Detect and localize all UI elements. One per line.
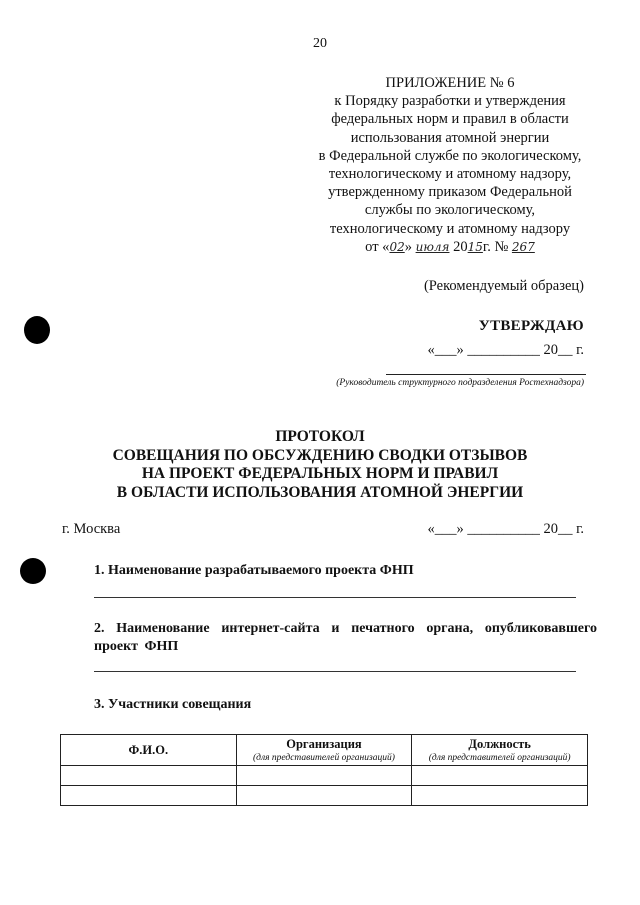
approve-date: «___» __________ 20__ г. [427, 342, 584, 358]
approve-heading: УТВЕРЖДАЮ [478, 318, 584, 334]
header-fio [61, 735, 237, 766]
order-day: 02 [389, 239, 405, 254]
section-publisher: 2. Наименование интернет-сайта и печатного органа, опубликовавшего проект ФНП [94, 621, 597, 654]
table-cell [61, 786, 237, 806]
table-cell [412, 786, 588, 806]
header-title: Должность [468, 737, 531, 751]
section-project-name: 1. Наименование разрабатываемого проекта ФНП [94, 563, 414, 578]
signature-caption: (Руководитель структурного подразделения Ростехнадзора) [336, 378, 584, 388]
appendix-line: службы по экологическому, [364, 202, 536, 219]
header-subtitle: (для представителей организаций) [428, 753, 571, 763]
header-subtitle: (для представителей организаций) [253, 753, 395, 763]
protocol-title [0, 428, 640, 502]
document-date: «___» __________ 20__ г. [427, 521, 584, 537]
punch-hole-icon [24, 316, 50, 344]
city: г. Москва [62, 521, 121, 537]
appendix-line: в Федеральной службе по экологическому, [318, 147, 582, 164]
appendix-block [300, 74, 600, 256]
appendix-line: к Порядку разработки и утверждения [334, 93, 566, 110]
appendix-line: технологическому и атомному надзору [329, 220, 571, 237]
order-year: 15 [467, 239, 483, 254]
signature-line [386, 374, 586, 375]
protocol-title-line: СОВЕЩАНИЯ ПО ОБСУЖДЕНИЮ СВОДКИ ОТЗЫВОВ [112, 446, 528, 464]
order-prefix: от « [365, 238, 390, 255]
appendix-line: федеральных норм и правил в области [331, 111, 569, 128]
order-reference [300, 238, 600, 256]
recommended-label: (Рекомендуемый образец) [423, 278, 584, 294]
table-cell [236, 766, 412, 786]
table-row [61, 766, 588, 786]
protocol-title-line: НА ПРОЕКТ ФЕДЕРАЛЬНЫХ НОРМ И ПРАВИЛ [141, 465, 499, 482]
protocol-title-line: ПРОТОКОЛ [275, 428, 365, 445]
appendix-line: использования атомной энергии [350, 129, 550, 146]
header-title: Организация [286, 737, 362, 751]
section-participants: 3. Участники совещания [94, 697, 252, 712]
order-number-label: г. № [482, 238, 509, 255]
page-number: 20 [313, 36, 327, 51]
order-year-prefix: 20 [453, 238, 468, 255]
table-row [61, 786, 588, 806]
appendix-line: технологическому и атомному надзору, [328, 166, 572, 183]
fill-line [94, 671, 576, 672]
order-number: 267 [511, 239, 535, 254]
protocol-title-line: В ОБЛАСТИ ИСПОЛЬЗОВАНИЯ АТОМНОЙ ЭНЕРГИИ [116, 483, 524, 501]
table-header-row [61, 735, 588, 766]
fill-line [94, 597, 576, 598]
appendix-line: утвержденному приказом Федеральной [328, 184, 572, 201]
table-cell [412, 766, 588, 786]
header-position [412, 735, 588, 766]
header-title: Ф.И.О. [128, 742, 169, 757]
header-organization [236, 735, 412, 766]
order-month: июля [415, 239, 450, 254]
punch-hole-icon [20, 558, 46, 584]
order-mid: » [404, 238, 412, 255]
participants-table [60, 734, 588, 806]
table-cell [236, 786, 412, 806]
appendix-line: ПРИЛОЖЕНИЕ № 6 [385, 75, 515, 91]
table-cell [61, 766, 237, 786]
